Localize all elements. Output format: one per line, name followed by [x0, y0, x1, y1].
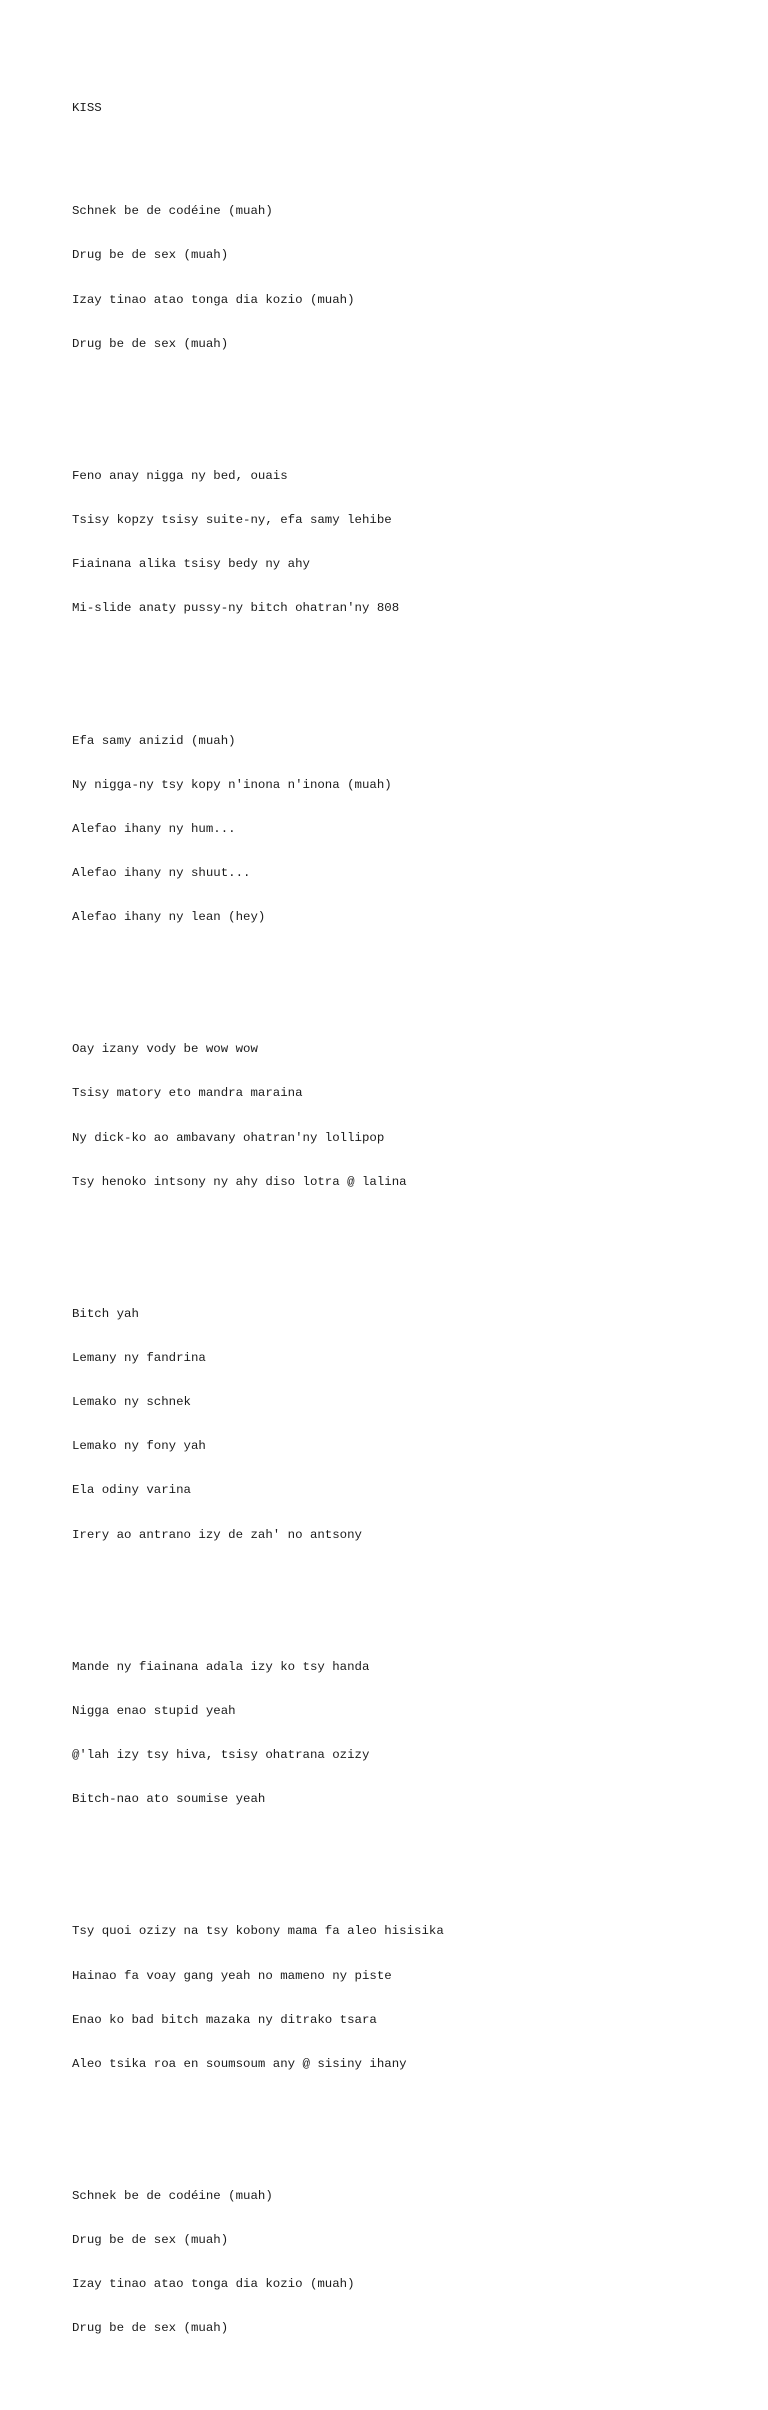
lyric-line: Efa samy anizid (muah): [72, 733, 236, 748]
stanza: [72, 2160, 444, 2366]
lyric-line: Fiainana alika tsisy bedy ny ahy: [72, 557, 310, 572]
lyric-line: Irery ao antrano izy de zah' no antsony: [72, 1527, 362, 1542]
lyric-line: Mi-slide anaty pussy-ny bitch ohatran'ny 808: [72, 601, 400, 616]
lyric-line: Mande ny fiainana adala izy ko tsy handa: [72, 1659, 370, 1674]
lyric-line: Aleo tsika roa en soumsoum any @ sisiny ihany: [72, 2056, 407, 2071]
lyric-line: Bitch-nao ato soumise yeah: [72, 1792, 266, 1807]
song-title: KISS: [72, 101, 102, 116]
lyric-line: Schnek be de codéine (muah): [72, 204, 273, 219]
lyric-line: Tsy henoko intsony ny ahy diso lotra @ lalina: [72, 1174, 407, 1189]
lyric-line: @'lah izy tsy hiva, tsisy ohatrana ozizy: [72, 1748, 370, 1763]
lyric-line: Enao ko bad bitch mazaka ny ditrako tsara: [72, 2012, 377, 2027]
lyric-line: Feno anay nigga ny bed, ouais: [72, 468, 288, 483]
lyric-line: Ela odiny varina: [72, 1483, 191, 1498]
lyrics-body: [72, 72, 444, 2410]
lyric-line: Lemany ny fandrina: [72, 1351, 206, 1366]
lyric-line: Lemako ny schnek: [72, 1395, 191, 1410]
lyric-line: Drug be de sex (muah): [72, 2233, 229, 2248]
lyric-line: Drug be de sex (muah): [72, 248, 229, 263]
lyric-line: Drug be de sex (muah): [72, 2321, 229, 2336]
stanza: [72, 1895, 444, 2101]
lyric-line: Lemako ny fony yah: [72, 1439, 206, 1454]
stanza: [72, 440, 444, 646]
lyric-line: Alefao ihany ny lean (hey): [72, 910, 266, 925]
stanza: [72, 1013, 444, 1219]
lyric-line: Tsy quoi ozizy na tsy kobony mama fa aleo hisisika: [72, 1924, 444, 1939]
lyric-line: Nigga enao stupid yeah: [72, 1703, 236, 1718]
lyric-line: Drug be de sex (muah): [72, 336, 229, 351]
lyric-line: Ny nigga-ny tsy kopy n'inona n'inona (muah): [72, 777, 392, 792]
lyric-line: Izay tinao atao tonga dia kozio (muah): [72, 292, 355, 307]
stanza: [72, 1630, 444, 1836]
lyric-line: Tsisy kopzy tsisy suite-ny, efa samy lehibe: [72, 513, 392, 528]
lyric-line: Schnek be de codéine (muah): [72, 2189, 273, 2204]
lyric-line: Tsisy matory eto mandra maraina: [72, 1086, 303, 1101]
lyric-line: Oay izany vody be wow wow: [72, 1042, 258, 1057]
stanza: [72, 1278, 444, 1572]
lyric-line: Alefao ihany ny shuut...: [72, 865, 251, 880]
lyric-line: Bitch yah: [72, 1306, 139, 1321]
lyric-line: Alefao ihany ny hum...: [72, 821, 236, 836]
lyric-line: Ny dick-ko ao ambavany ohatran'ny lollipop: [72, 1130, 385, 1145]
lyric-line: Izay tinao atao tonga dia kozio (muah): [72, 2277, 355, 2292]
stanza: [72, 704, 444, 954]
lyric-line: Hainao fa voay gang yeah no mameno ny piste: [72, 1968, 392, 1983]
stanza: [72, 175, 444, 381]
